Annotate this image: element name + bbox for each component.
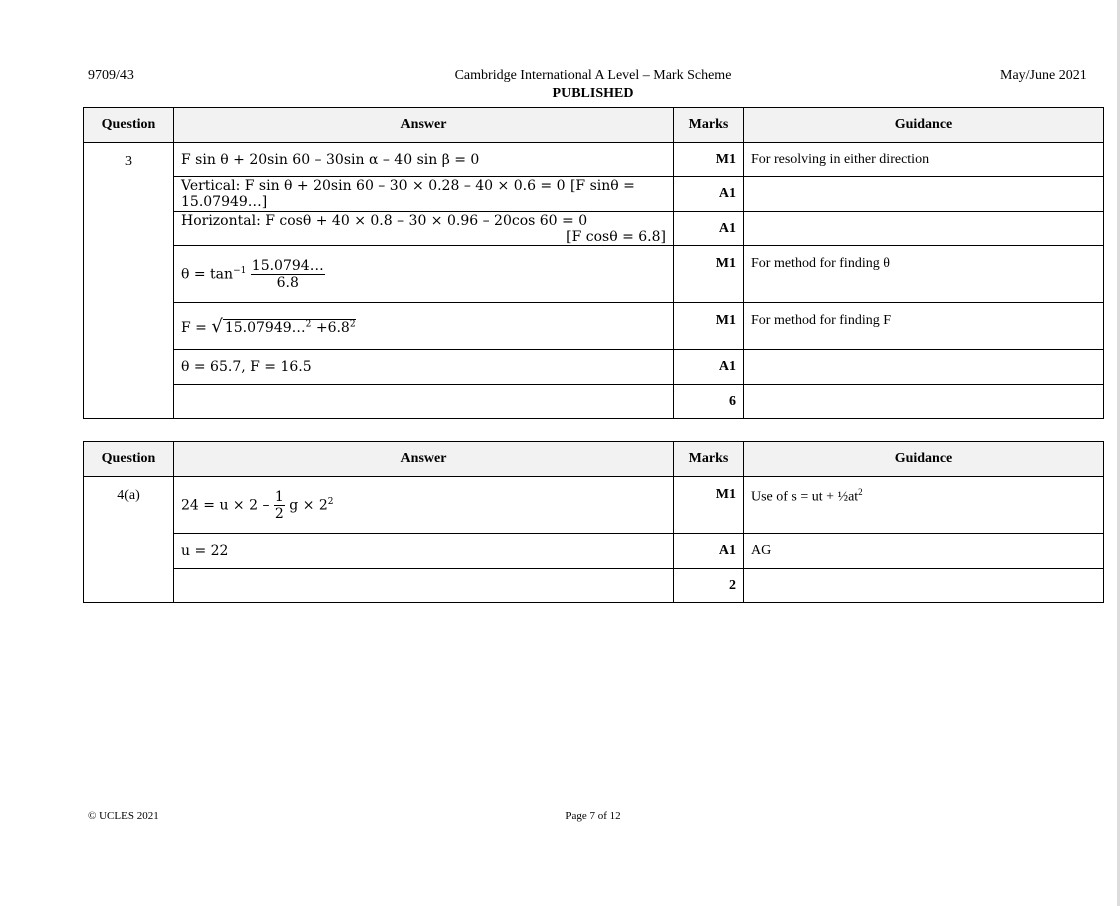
theta-lhs: θ = tan <box>181 266 234 282</box>
answer-cell <box>174 212 674 246</box>
answer-cell: F sin θ + 20sin 60 – 30sin α – 40 sin β = 0 <box>174 143 674 177</box>
answer-bracket: [F cosθ = 6.8] <box>566 228 666 245</box>
guidance-cell: For method for finding F <box>744 303 1104 350</box>
fraction-numerator: 15.0794… <box>251 257 324 274</box>
published-label: PUBLISHED <box>552 86 634 101</box>
mark-cell: A1 <box>674 534 744 569</box>
guidance-cell <box>744 177 1104 212</box>
answer-cell <box>174 477 674 534</box>
total-mark-cell: 6 <box>674 385 744 419</box>
header-marks: Marks <box>674 442 744 477</box>
radicand-value: 15.07949… <box>224 319 306 336</box>
question-number: 4(a) <box>84 477 174 603</box>
fraction-denominator: 2 <box>274 505 284 522</box>
answer-cell: u = 22 <box>174 534 674 569</box>
exam-session: May/June 2021 <box>1000 68 1087 83</box>
radicand-plus: +6.8 <box>311 319 350 336</box>
fraction <box>251 258 325 291</box>
question-number: 3 <box>84 143 174 419</box>
guidance-exponent: 2 <box>858 487 863 497</box>
square-exponent: 2 <box>327 496 334 507</box>
header-marks: Marks <box>674 108 744 143</box>
guidance-cell: AG <box>744 534 1104 569</box>
square-exponent: 2 <box>349 318 356 329</box>
guidance-cell <box>744 350 1104 385</box>
mark-cell: M1 <box>674 246 744 303</box>
fraction <box>274 489 285 522</box>
mark-cell: M1 <box>674 303 744 350</box>
guidance-cell <box>744 212 1104 246</box>
f-lhs: F = <box>181 319 212 336</box>
sqrt-symbol: √ <box>211 315 223 337</box>
header-answer: Answer <box>174 442 674 477</box>
guidance-cell <box>744 477 1104 534</box>
header-guidance: Guidance <box>744 442 1104 477</box>
answer-cell <box>174 246 674 303</box>
guidance-cell <box>744 385 1104 419</box>
guidance-cell: For resolving in either direction <box>744 143 1104 177</box>
sqrt-radicand <box>223 319 356 336</box>
answer-cell <box>174 303 674 350</box>
guidance-cell: For method for finding θ <box>744 246 1104 303</box>
mark-cell: A1 <box>674 212 744 246</box>
answer-cell <box>174 569 674 603</box>
mark-cell: M1 <box>674 143 744 177</box>
answer-cell: Vertical: F sin θ + 20sin 60 – 30 × 0.28 – 40 × 0.6 = 0 [F sinθ = 15.07949…] <box>174 177 674 212</box>
guidance-text: Use of s = ut + ½at <box>751 489 859 505</box>
paper-code: 9709/43 <box>88 68 134 83</box>
fraction-numerator: 1 <box>274 488 284 505</box>
header-question: Question <box>84 108 174 143</box>
fraction-denominator: 6.8 <box>276 274 299 291</box>
answer-cell <box>174 385 674 419</box>
header-answer: Answer <box>174 108 674 143</box>
document-title: Cambridge International A Level – Mark Scheme <box>454 68 732 83</box>
mark-cell: A1 <box>674 177 744 212</box>
header-question: Question <box>84 442 174 477</box>
mark-cell: M1 <box>674 477 744 534</box>
total-mark-cell: 2 <box>674 569 744 603</box>
mark-scheme-table-q4a <box>83 441 1104 603</box>
answer-cell: θ = 65.7, F = 16.5 <box>174 350 674 385</box>
mark-cell: A1 <box>674 350 744 385</box>
mark-scheme-table-q3 <box>83 107 1104 419</box>
inverse-exponent: −1 <box>233 265 247 276</box>
equation-rhs: g × 2 <box>289 497 328 513</box>
equation-lhs: 24 = u × 2 – <box>181 497 274 513</box>
page-number: Page 7 of 12 <box>565 810 621 822</box>
guidance-cell <box>744 569 1104 603</box>
copyright-notice: © UCLES 2021 <box>88 810 159 822</box>
header-guidance: Guidance <box>744 108 1104 143</box>
square-exponent: 2 <box>305 318 312 329</box>
answer-horizontal: Horizontal: F cosθ + 40 × 0.8 – 30 × 0.96 – 20cos 60 = 0 <box>181 212 588 229</box>
